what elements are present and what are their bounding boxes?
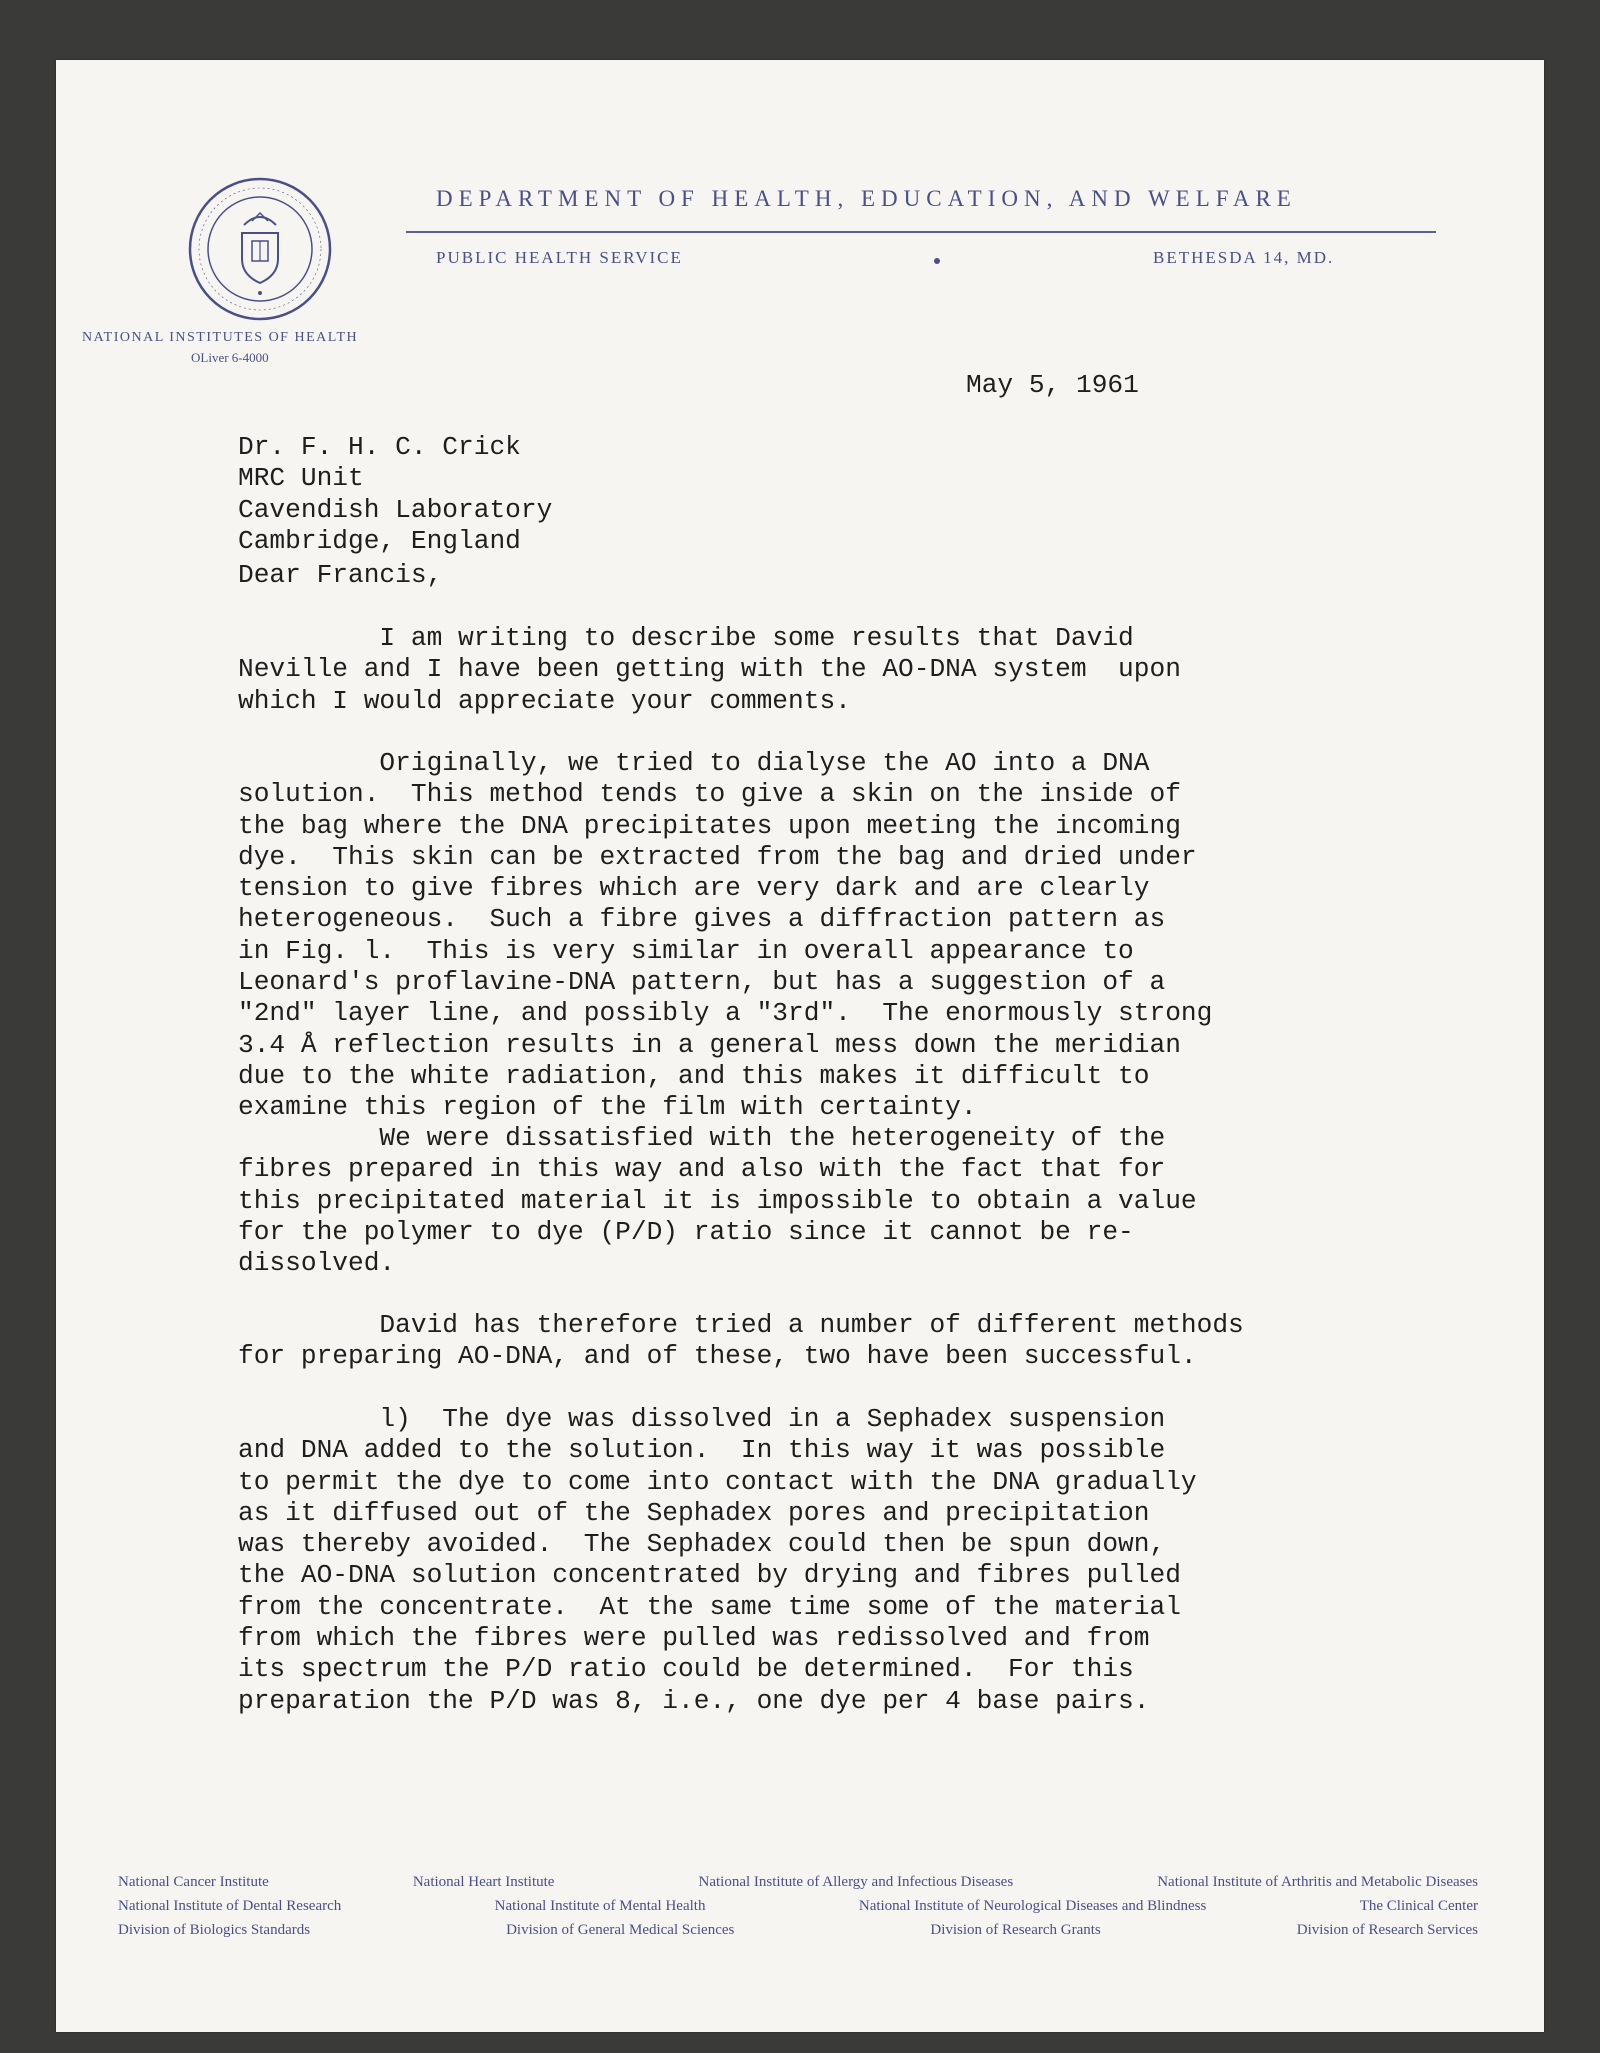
footer-item: National Cancer Institute bbox=[118, 1874, 269, 1890]
department-name: DEPARTMENT OF HEALTH, EDUCATION, AND WELFARE bbox=[436, 186, 1297, 211]
letterhead-rule bbox=[406, 231, 1436, 233]
footer-item: Division of General Medical Sciences bbox=[506, 1922, 735, 1938]
footer-row bbox=[118, 1874, 1478, 1891]
footer-item: National Institute of Arthritis and Metabolic Diseases bbox=[1157, 1874, 1478, 1890]
public-health-service: PUBLIC HEALTH SERVICE bbox=[436, 248, 683, 267]
paragraph-sephadex: l) The dye was dissolved in a Sephadex suspension and DNA added to the solution. In this way it was possible to permit the dye to come into contact with the DNA gradually as it diffused out of the Sephadex pores and precipitation was thereby avoided. The Sephadex could then be spun down, the AO-DNA solution concentrated by drying and fibres pulled from the concentrate. At the same time some of the material from which the fibres were pulled was redissolved and from its spectrum the P/D ratio could be determined. For this preparation the P/D was 8, i.e., one dye per 4 base pairs. bbox=[238, 1404, 1197, 1716]
letter-page bbox=[56, 60, 1544, 2032]
recipient-address: Dr. F. H. C. Crick MRC Unit Cavendish Laboratory Cambridge, England bbox=[238, 432, 553, 556]
paragraph-dialysis: Originally, we tried to dialyse the AO into a DNA solution. This method tends to give a skin on the inside of the bag where the DNA precipitates upon meeting the incoming dye. This skin can be extracted from the bag and dried under tension to give fibres which are very dark and are clearly heterogeneous. Such a fibre gives a diffraction pattern as in Fig. l. This is very similar in overall appearance to Leonard's proflavine-DNA pattern, but has a suggestion of a "2nd" layer line, and possibly a "3rd". The enormously strong 3.4 Å reflection results in a general mess down the meridian due to the white radiation, and this makes it difficult to examine this region of the film with certainty. bbox=[238, 748, 1213, 1123]
letter-date: May 5, 1961 bbox=[966, 370, 1139, 400]
footer-item: Division of Research Services bbox=[1296, 1922, 1478, 1938]
footer-row bbox=[118, 1922, 1478, 1939]
footer-item: National Heart Institute bbox=[412, 1874, 555, 1890]
institute-name: NATIONAL INSTITUTES OF HEALTH bbox=[82, 330, 359, 345]
paragraph-methods: David has therefore tried a number of different methods for preparing AO-DNA, and of these, two have been successful. bbox=[238, 1310, 1244, 1372]
footer-row bbox=[118, 1898, 1478, 1915]
footer-item: National Institute of Mental Health bbox=[494, 1898, 706, 1914]
paragraph-intro: I am writing to describe some results that David Neville and I have been getting with the AO-DNA system upon which I would appreciate your comments. bbox=[238, 623, 1181, 716]
department-seal-icon bbox=[186, 175, 334, 323]
footer-item: Division of Biologics Standards bbox=[118, 1922, 311, 1938]
footer-item: The Clinical Center bbox=[1359, 1898, 1478, 1914]
phone-number: OLiver 6-4000 bbox=[191, 350, 269, 365]
salutation: Dear Francis, bbox=[238, 560, 443, 590]
footer-item: National Institute of Dental Research bbox=[118, 1898, 342, 1914]
paragraph-heterogeneity: We were dissatisfied with the heterogeneity of the fibres prepared in this way and also with the fact that for this precipitated material it is impossible to obtain a value for the polymer to dye (P/D) ratio since it cannot be re- dissolved. bbox=[238, 1123, 1197, 1279]
footer-item: Division of Research Grants bbox=[930, 1922, 1101, 1938]
letterhead-dot bbox=[934, 258, 940, 264]
footer-item: National Institute of Allergy and Infectious Diseases bbox=[698, 1874, 1014, 1890]
footer-item: National Institute of Neurological Diseases and Blindness bbox=[858, 1898, 1207, 1914]
location: BETHESDA 14, MD. bbox=[1153, 248, 1335, 267]
